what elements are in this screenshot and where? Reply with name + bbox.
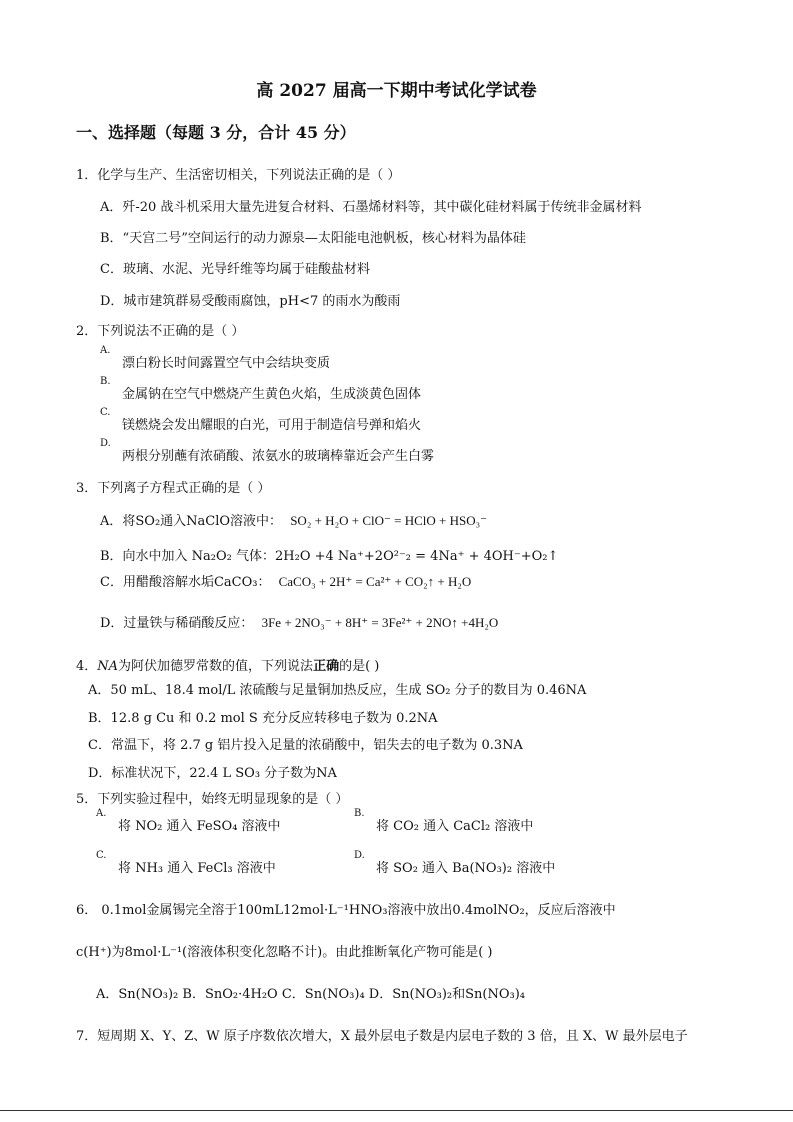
question-4-option-a: A．50 mL、18.4 mol/L 浓硫酸与足量铜加热反应，生成 SO₂ 分子的数目为 0.46NA xyxy=(88,683,587,698)
question-5-option-b xyxy=(354,808,534,834)
question-5-option-d xyxy=(354,850,556,876)
stem-text: 为阿伏加德罗常数的值，下列说法 xyxy=(118,659,314,674)
option-text: D．过量铁与稀硝酸反应： xyxy=(100,616,254,631)
question-7-stem: 7．短周期 X、Y、Z、W 原子序数依次增大，X 最外层电子数是内层电子数的 3 倍，且 X、W 最外层电子 xyxy=(76,1029,688,1044)
option-equation: CaCO₃ + 2H⁺ = Ca²⁺ + CO₂↑ + H₂O xyxy=(278,574,472,589)
page-title: 高 2027 届高一下期中考试化学试卷 xyxy=(256,81,537,101)
question-4-option-b: B．12.8 g Cu 和 0.2 mol S 充分反应转移电子数为 0.2NA xyxy=(88,711,438,726)
question-1-stem: 1．化学与生产、生活密切相关，下列说法正确的是（ ） xyxy=(76,168,401,183)
emphasis-text: 正确 xyxy=(313,659,340,674)
question-3-option-c xyxy=(100,571,471,590)
question-5-stem: 5．下列实验过程中，始终无明显现象的是（ ） xyxy=(76,792,349,807)
question-3-option-b: B．向水中加入 Na₂O₂ 气体：2H₂O +4 Na⁺+2O²⁻₂ = 4Na⁺ + 4OH⁻+O₂↑ xyxy=(100,549,559,564)
question-4-option-d: D．标准状况下，22.4 L SO₃ 分子数为NA xyxy=(88,766,337,781)
stem-text: 的是( ) xyxy=(339,659,380,674)
option-label: D. xyxy=(100,438,111,449)
question-1-option-d: D．城市建筑群易受酸雨腐蚀，pH<7 的雨水为酸雨 xyxy=(100,294,401,309)
option-label: B. xyxy=(354,808,365,819)
option-equation: SO₂ + H₂O + ClO⁻ = HClO + HSO₃⁻ xyxy=(290,513,487,528)
option-text: 将 CO₂ 通入 CaCl₂ 溶液中 xyxy=(376,819,534,834)
question-5-option-c xyxy=(96,850,276,876)
question-6-stem-line-2: c(H⁺)为8mol·L⁻¹(溶液体积变化忽略不计)。由此推断氧化产物可能是( ) xyxy=(76,945,493,960)
option-text: 漂白粉长时间露置空气中会结块变质 xyxy=(122,356,331,371)
question-1-option-b: B．“天宫二号”空间运行的动力源泉—太阳能电池帆板，核心材料为晶体硅 xyxy=(100,231,526,246)
option-text: 将 SO₂ 通入 Ba(NO₃)₂ 溶液中 xyxy=(376,861,556,876)
question-2-option-d xyxy=(100,438,435,464)
question-3-stem: 3．下列离子方程式正确的是（ ） xyxy=(76,481,271,496)
question-1-option-c: C．玻璃、水泥、光导纤维等均属于硅酸盐材料 xyxy=(100,262,370,277)
option-text: A．将SO₂通入NaClO溶液中： xyxy=(100,514,283,529)
question-1-option-a: A．歼-20 战斗机采用大量先进复合材料、石墨烯材料等，其中碳化硅材料属于传统非金属材料 xyxy=(100,200,642,215)
option-label: D. xyxy=(354,850,365,861)
question-3-option-a xyxy=(100,510,487,529)
option-label: B. xyxy=(100,376,111,387)
section-heading: 一、选择题（每题 3 分，合计 45 分） xyxy=(76,123,356,142)
question-4-option-c: C．常温下，将 2.7 g 铝片投入足量的浓硝酸中，铝失去的电子数为 0.3NA xyxy=(88,738,523,753)
question-number: 4． xyxy=(76,659,98,674)
question-2-option-c xyxy=(100,407,422,433)
question-6-options: A．Sn(NO₃)₂ B．SnO₂·4H₂O C．Sn(NO₃)₄ D．Sn(NO₃)₂和Sn(NO₃)₄ xyxy=(96,987,525,1002)
question-6-stem-line-1: 6． 0.1mol金属锡完全溶于100mL12mol·L⁻¹HNO₃溶液中放出0.4molNO₂，反应后溶液中 xyxy=(76,903,616,918)
question-2-option-b xyxy=(100,376,422,402)
option-label: A. xyxy=(100,345,111,356)
option-text: 镁燃烧会发出耀眼的白光，可用于制造信号弹和焰火 xyxy=(122,418,422,433)
question-3-option-d xyxy=(100,612,498,631)
question-2-option-a xyxy=(100,345,331,371)
option-text: 两根分别蘸有浓硝酸、浓氨水的玻璃棒靠近会产生白雾 xyxy=(122,449,435,464)
question-5-option-a xyxy=(96,808,281,834)
option-text: 将 NH₃ 通入 FeCl₃ 溶液中 xyxy=(118,861,276,876)
question-4-stem xyxy=(76,655,379,674)
option-equation: 3Fe + 2NO₃⁻ + 8H⁺ = 3Fe²⁺ + 2NO↑ +4H₂O xyxy=(261,615,499,630)
option-label: C. xyxy=(100,407,111,418)
option-text: 将 NO₂ 通入 FeSO₄ 溶液中 xyxy=(118,819,281,834)
option-label: A. xyxy=(96,808,107,819)
option-label: C. xyxy=(96,850,107,861)
question-2-stem: 2．下列说法不正确的是（ ） xyxy=(76,324,245,339)
option-text: 金属钠在空气中燃烧产生黄色火焰，生成淡黄色固体 xyxy=(122,387,422,402)
option-text: C．用醋酸溶解水垢CaCO₃： xyxy=(100,575,271,590)
page-bottom-divider xyxy=(0,1110,793,1111)
avogadro-symbol: NA xyxy=(97,659,119,674)
